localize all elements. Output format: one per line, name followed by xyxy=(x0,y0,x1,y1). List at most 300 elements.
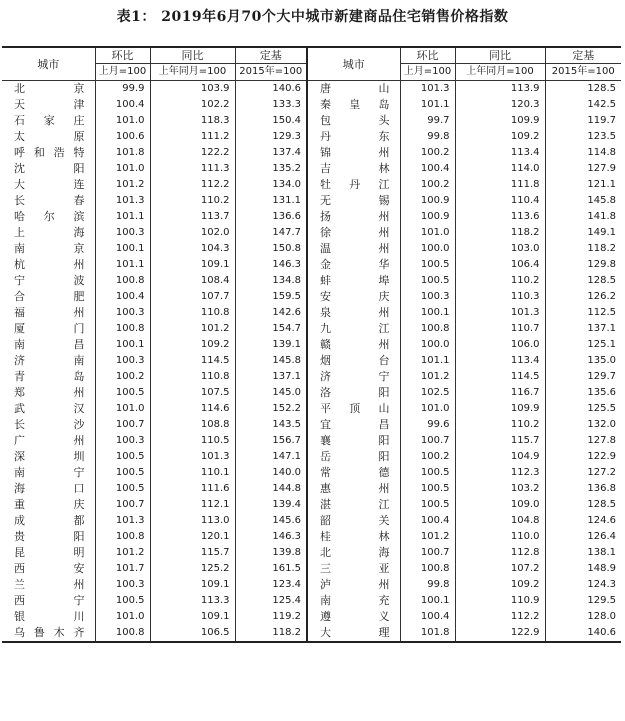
left-yoy-cell: 113.7 xyxy=(150,209,235,225)
right-mom-cell: 101.0 xyxy=(400,401,455,417)
right-base-cell: 148.9 xyxy=(545,561,621,577)
right-base-cell: 141.8 xyxy=(545,209,621,225)
right-base-cell: 129.8 xyxy=(545,257,621,273)
right-mom-cell: 100.8 xyxy=(400,561,455,577)
table-row xyxy=(2,81,621,98)
left-base-cell: 142.6 xyxy=(235,305,307,321)
right-yoy-cell: 106.4 xyxy=(455,257,545,273)
left-base-cell: 137.1 xyxy=(235,369,307,385)
right-mom-cell: 100.5 xyxy=(400,481,455,497)
yoy-header: 同比 xyxy=(150,47,235,64)
base-header-right: 定基 xyxy=(545,47,621,64)
left-yoy-cell: 110.2 xyxy=(150,193,235,209)
table-row xyxy=(2,529,621,545)
table-row xyxy=(2,433,621,449)
right-base-cell: 132.0 xyxy=(545,417,621,433)
left-city-cell: 杭州 xyxy=(14,258,85,271)
left-yoy-cell: 114.6 xyxy=(150,401,235,417)
right-city-cell: 温州 xyxy=(307,241,400,257)
left-base-cell: 137.4 xyxy=(235,145,307,161)
left-yoy-cell: 109.1 xyxy=(150,257,235,273)
table-row xyxy=(2,369,621,385)
right-mom-cell: 101.2 xyxy=(400,529,455,545)
right-base-cell: 127.9 xyxy=(545,161,621,177)
left-mom-cell: 100.8 xyxy=(95,321,150,337)
left-mom-cell: 100.5 xyxy=(95,465,150,481)
left-base-cell: 119.2 xyxy=(235,609,307,625)
left-base-cell: 123.4 xyxy=(235,577,307,593)
right-base-cell: 118.2 xyxy=(545,241,621,257)
left-yoy-cell: 101.3 xyxy=(150,449,235,465)
left-city-cell: 北京 xyxy=(14,82,85,95)
right-city-cell: 泸州 xyxy=(307,577,400,593)
right-mom-cell: 100.0 xyxy=(400,241,455,257)
right-yoy-cell: 115.7 xyxy=(455,433,545,449)
left-base-cell: 133.3 xyxy=(235,97,307,113)
table-row xyxy=(2,257,621,273)
left-yoy-cell: 110.8 xyxy=(150,369,235,385)
right-yoy-cell: 109.9 xyxy=(455,113,545,129)
right-yoy-cell: 114.5 xyxy=(455,369,545,385)
left-city-cell: 广州 xyxy=(14,434,85,447)
left-base-cell: 118.2 xyxy=(235,625,307,642)
left-base-cell: 161.5 xyxy=(235,561,307,577)
right-base-cell: 125.1 xyxy=(545,337,621,353)
left-yoy-cell: 106.5 xyxy=(150,625,235,642)
left-yoy-cell: 114.5 xyxy=(150,353,235,369)
left-mom-cell: 100.7 xyxy=(95,497,150,513)
right-yoy-cell: 110.9 xyxy=(455,593,545,609)
right-yoy-cell: 109.0 xyxy=(455,497,545,513)
right-yoy-cell: 106.0 xyxy=(455,337,545,353)
right-city-cell: 无锡 xyxy=(307,193,400,209)
right-city-cell: 大理 xyxy=(307,625,400,642)
left-city-cell: 济南 xyxy=(14,354,85,367)
right-mom-cell: 100.4 xyxy=(400,513,455,529)
right-base-cell: 135.6 xyxy=(545,385,621,401)
right-base-cell: 149.1 xyxy=(545,225,621,241)
left-yoy-cell: 120.1 xyxy=(150,529,235,545)
right-mom-cell: 100.8 xyxy=(400,321,455,337)
left-mom-cell: 101.3 xyxy=(95,513,150,529)
right-base-cell: 142.5 xyxy=(545,97,621,113)
left-base-cell: 146.3 xyxy=(235,257,307,273)
left-mom-cell: 100.5 xyxy=(95,385,150,401)
right-yoy-cell: 109.2 xyxy=(455,129,545,145)
table-row xyxy=(2,481,621,497)
right-yoy-cell: 110.2 xyxy=(455,417,545,433)
right-yoy-cell: 110.0 xyxy=(455,529,545,545)
table-row xyxy=(2,305,621,321)
right-yoy-cell: 109.2 xyxy=(455,577,545,593)
right-city-cell: 常德 xyxy=(307,465,400,481)
left-yoy-cell: 112.1 xyxy=(150,497,235,513)
left-mom-cell: 100.5 xyxy=(95,449,150,465)
left-mom-cell: 101.7 xyxy=(95,561,150,577)
right-yoy-cell: 103.0 xyxy=(455,241,545,257)
right-yoy-cell: 116.7 xyxy=(455,385,545,401)
left-base-cell: 143.5 xyxy=(235,417,307,433)
left-city-cell: 武汉 xyxy=(14,402,85,415)
right-mom-cell: 101.1 xyxy=(400,353,455,369)
left-mom-cell: 101.1 xyxy=(95,257,150,273)
right-city-cell: 北海 xyxy=(307,545,400,561)
right-mom-cell: 100.2 xyxy=(400,449,455,465)
table-row xyxy=(2,385,621,401)
left-base-cell: 147.7 xyxy=(235,225,307,241)
left-yoy-cell: 109.1 xyxy=(150,577,235,593)
right-base-cell: 137.1 xyxy=(545,321,621,337)
table-row xyxy=(2,593,621,609)
right-base-cell: 125.5 xyxy=(545,401,621,417)
left-city-cell: 大连 xyxy=(14,178,85,191)
right-city-cell: 蚌埠 xyxy=(307,273,400,289)
left-mom-cell: 100.6 xyxy=(95,129,150,145)
left-yoy-cell: 111.3 xyxy=(150,161,235,177)
left-yoy-cell: 110.5 xyxy=(150,433,235,449)
left-mom-cell: 100.3 xyxy=(95,225,150,241)
left-mom-cell: 101.1 xyxy=(95,209,150,225)
right-city-cell: 扬州 xyxy=(307,209,400,225)
left-mom-cell: 100.8 xyxy=(95,625,150,642)
right-city-cell: 惠州 xyxy=(307,481,400,497)
right-city-cell: 泉州 xyxy=(307,305,400,321)
right-city-cell: 九江 xyxy=(307,321,400,337)
left-yoy-cell: 101.2 xyxy=(150,321,235,337)
left-city-cell: 哈尔滨 xyxy=(14,210,85,223)
right-yoy-cell: 113.4 xyxy=(455,353,545,369)
right-yoy-cell: 122.9 xyxy=(455,625,545,642)
left-mom-cell: 100.7 xyxy=(95,417,150,433)
table-row xyxy=(2,497,621,513)
left-yoy-cell: 103.9 xyxy=(150,81,235,98)
table-row xyxy=(2,209,621,225)
right-base-cell: 128.0 xyxy=(545,609,621,625)
left-city-cell: 贵阳 xyxy=(14,530,85,543)
right-mom-cell: 101.8 xyxy=(400,625,455,642)
left-city-cell: 成都 xyxy=(14,514,85,527)
left-city-cell: 银川 xyxy=(14,610,85,623)
right-city-cell: 徐州 xyxy=(307,225,400,241)
right-city-cell: 岳阳 xyxy=(307,449,400,465)
table-row xyxy=(2,577,621,593)
right-city-cell: 湛江 xyxy=(307,497,400,513)
right-base-cell: 122.9 xyxy=(545,449,621,465)
mom-subheader-right: 上月=100 xyxy=(400,64,455,81)
left-yoy-cell: 109.2 xyxy=(150,337,235,353)
left-city-cell: 重庆 xyxy=(14,498,85,511)
table-row xyxy=(2,97,621,113)
right-city-cell: 韶关 xyxy=(307,513,400,529)
right-base-cell: 126.2 xyxy=(545,289,621,305)
right-base-cell: 135.0 xyxy=(545,353,621,369)
left-city-cell: 乌鲁木齐 xyxy=(2,625,95,642)
left-base-cell: 140.0 xyxy=(235,465,307,481)
yoy-subheader: 上年同月=100 xyxy=(150,64,235,81)
left-yoy-cell: 107.5 xyxy=(150,385,235,401)
right-mom-cell: 100.5 xyxy=(400,497,455,513)
base-subheader: 2015年=100 xyxy=(235,64,307,81)
right-base-cell: 129.7 xyxy=(545,369,621,385)
right-city-cell: 济宁 xyxy=(307,369,400,385)
right-yoy-cell: 104.8 xyxy=(455,513,545,529)
left-city-cell: 西安 xyxy=(14,562,85,575)
left-base-cell: 139.4 xyxy=(235,497,307,513)
left-yoy-cell: 118.3 xyxy=(150,113,235,129)
left-base-cell: 134.8 xyxy=(235,273,307,289)
right-mom-cell: 100.7 xyxy=(400,433,455,449)
left-base-cell: 147.1 xyxy=(235,449,307,465)
right-city-cell: 襄阳 xyxy=(307,433,400,449)
right-base-cell: 127.8 xyxy=(545,433,621,449)
left-city-cell: 呼和浩特 xyxy=(14,146,85,159)
right-yoy-cell: 112.8 xyxy=(455,545,545,561)
left-city-cell: 郑州 xyxy=(14,386,85,399)
mom-header: 环比 xyxy=(95,47,150,64)
left-yoy-cell: 113.3 xyxy=(150,593,235,609)
table-row xyxy=(2,321,621,337)
table-row xyxy=(2,193,621,209)
table-row xyxy=(2,145,621,161)
right-mom-cell: 101.1 xyxy=(400,97,455,113)
right-mom-cell: 100.4 xyxy=(400,161,455,177)
right-yoy-cell: 110.2 xyxy=(455,273,545,289)
left-yoy-cell: 112.2 xyxy=(150,177,235,193)
table-row xyxy=(2,225,621,241)
left-city-cell: 深圳 xyxy=(14,450,85,463)
left-city-cell: 南昌 xyxy=(14,338,85,351)
left-city-cell: 海口 xyxy=(14,482,85,495)
right-mom-cell: 100.4 xyxy=(400,609,455,625)
right-yoy-cell: 113.9 xyxy=(455,81,545,98)
left-mom-cell: 101.0 xyxy=(95,113,150,129)
table-row xyxy=(2,289,621,305)
city-header-right: 城市 xyxy=(307,47,400,81)
left-mom-cell: 101.0 xyxy=(95,401,150,417)
left-base-cell: 150.4 xyxy=(235,113,307,129)
table-row xyxy=(2,353,621,369)
right-city-cell: 丹东 xyxy=(307,129,400,145)
left-base-cell: 129.3 xyxy=(235,129,307,145)
left-mom-cell: 100.4 xyxy=(95,289,150,305)
left-city-cell: 长沙 xyxy=(14,418,85,431)
left-mom-cell: 101.0 xyxy=(95,161,150,177)
table-row xyxy=(2,561,621,577)
left-mom-cell: 100.5 xyxy=(95,481,150,497)
left-yoy-cell: 104.3 xyxy=(150,241,235,257)
right-mom-cell: 100.1 xyxy=(400,593,455,609)
right-city-cell: 包头 xyxy=(307,113,400,129)
left-city-cell: 长春 xyxy=(14,194,85,207)
left-city-cell: 石家庄 xyxy=(14,114,85,127)
left-base-cell: 125.4 xyxy=(235,593,307,609)
left-mom-cell: 101.0 xyxy=(95,609,150,625)
right-mom-cell: 100.3 xyxy=(400,289,455,305)
table-row xyxy=(2,465,621,481)
right-city-cell: 遵义 xyxy=(307,609,400,625)
left-mom-cell: 100.3 xyxy=(95,353,150,369)
right-base-cell: 128.5 xyxy=(545,497,621,513)
right-base-cell: 129.5 xyxy=(545,593,621,609)
right-yoy-cell: 109.9 xyxy=(455,401,545,417)
right-yoy-cell: 113.4 xyxy=(455,145,545,161)
right-city-cell: 三亚 xyxy=(307,561,400,577)
right-city-cell: 烟台 xyxy=(307,353,400,369)
price-index-table xyxy=(2,46,621,643)
left-base-cell: 136.6 xyxy=(235,209,307,225)
right-city-cell: 吉林 xyxy=(307,161,400,177)
right-mom-cell: 102.5 xyxy=(400,385,455,401)
right-mom-cell: 101.0 xyxy=(400,225,455,241)
table-row xyxy=(2,401,621,417)
left-city-cell: 宁波 xyxy=(14,274,85,287)
yoy-subheader-right: 上年同月=100 xyxy=(455,64,545,81)
left-base-cell: 139.1 xyxy=(235,337,307,353)
right-base-cell: 124.6 xyxy=(545,513,621,529)
left-base-cell: 146.3 xyxy=(235,529,307,545)
right-city-cell: 牡丹江 xyxy=(307,177,400,193)
left-mom-cell: 100.1 xyxy=(95,337,150,353)
base-header: 定基 xyxy=(235,47,307,64)
left-mom-cell: 100.1 xyxy=(95,241,150,257)
left-base-cell: 145.0 xyxy=(235,385,307,401)
right-base-cell: 114.8 xyxy=(545,145,621,161)
table-row xyxy=(2,625,621,642)
left-base-cell: 131.1 xyxy=(235,193,307,209)
left-mom-cell: 100.3 xyxy=(95,433,150,449)
table-row xyxy=(2,177,621,193)
left-mom-cell: 100.5 xyxy=(95,593,150,609)
left-city-cell: 厦门 xyxy=(14,322,85,335)
left-base-cell: 156.7 xyxy=(235,433,307,449)
right-yoy-cell: 113.6 xyxy=(455,209,545,225)
left-city-cell: 天津 xyxy=(14,98,85,111)
right-yoy-cell: 120.3 xyxy=(455,97,545,113)
right-city-cell: 唐山 xyxy=(307,81,400,98)
left-city-cell: 南京 xyxy=(14,242,85,255)
right-yoy-cell: 110.7 xyxy=(455,321,545,337)
left-city-cell: 沈阳 xyxy=(14,162,85,175)
yoy-header-right: 同比 xyxy=(455,47,545,64)
right-yoy-cell: 103.2 xyxy=(455,481,545,497)
left-yoy-cell: 110.1 xyxy=(150,465,235,481)
header-row-1 xyxy=(2,47,621,64)
right-city-cell: 洛阳 xyxy=(307,385,400,401)
left-mom-cell: 101.2 xyxy=(95,545,150,561)
left-base-cell: 135.2 xyxy=(235,161,307,177)
left-city-cell: 青岛 xyxy=(14,370,85,383)
table-row xyxy=(2,273,621,289)
right-city-cell: 平顶山 xyxy=(307,401,400,417)
right-base-cell: 126.4 xyxy=(545,529,621,545)
table-row xyxy=(2,161,621,177)
right-mom-cell: 100.5 xyxy=(400,257,455,273)
table-row xyxy=(2,545,621,561)
left-yoy-cell: 102.0 xyxy=(150,225,235,241)
right-base-cell: 127.2 xyxy=(545,465,621,481)
right-city-cell: 秦皇岛 xyxy=(307,97,400,113)
right-city-cell: 金华 xyxy=(307,257,400,273)
right-mom-cell: 100.7 xyxy=(400,545,455,561)
left-base-cell: 145.6 xyxy=(235,513,307,529)
table-row xyxy=(2,337,621,353)
right-yoy-cell: 101.3 xyxy=(455,305,545,321)
left-mom-cell: 100.8 xyxy=(95,273,150,289)
left-mom-cell: 101.8 xyxy=(95,145,150,161)
base-subheader-right: 2015年=100 xyxy=(545,64,621,81)
right-yoy-cell: 112.3 xyxy=(455,465,545,481)
left-mom-cell: 99.9 xyxy=(95,81,150,98)
city-header: 城市 xyxy=(2,47,95,81)
left-yoy-cell: 113.0 xyxy=(150,513,235,529)
table-row xyxy=(2,113,621,129)
left-yoy-cell: 111.2 xyxy=(150,129,235,145)
right-city-cell: 桂林 xyxy=(307,529,400,545)
right-base-cell: 128.5 xyxy=(545,273,621,289)
left-base-cell: 159.5 xyxy=(235,289,307,305)
left-yoy-cell: 111.6 xyxy=(150,481,235,497)
right-mom-cell: 99.6 xyxy=(400,417,455,433)
left-mom-cell: 100.3 xyxy=(95,577,150,593)
left-city-cell: 太原 xyxy=(14,130,85,143)
right-yoy-cell: 111.8 xyxy=(455,177,545,193)
left-yoy-cell: 109.1 xyxy=(150,609,235,625)
right-mom-cell: 99.7 xyxy=(400,113,455,129)
right-city-cell: 锦州 xyxy=(307,145,400,161)
left-yoy-cell: 122.2 xyxy=(150,145,235,161)
left-base-cell: 139.8 xyxy=(235,545,307,561)
left-yoy-cell: 108.4 xyxy=(150,273,235,289)
right-city-cell: 南充 xyxy=(307,593,400,609)
table-body xyxy=(2,81,621,643)
right-base-cell: 119.7 xyxy=(545,113,621,129)
right-base-cell: 124.3 xyxy=(545,577,621,593)
left-base-cell: 134.0 xyxy=(235,177,307,193)
mom-header-right: 环比 xyxy=(400,47,455,64)
right-base-cell: 121.1 xyxy=(545,177,621,193)
left-mom-cell: 100.3 xyxy=(95,305,150,321)
right-base-cell: 138.1 xyxy=(545,545,621,561)
left-yoy-cell: 115.7 xyxy=(150,545,235,561)
right-yoy-cell: 110.4 xyxy=(455,193,545,209)
right-base-cell: 145.8 xyxy=(545,193,621,209)
right-yoy-cell: 110.3 xyxy=(455,289,545,305)
left-city-cell: 合肥 xyxy=(14,290,85,303)
left-base-cell: 150.8 xyxy=(235,241,307,257)
left-city-cell: 兰州 xyxy=(14,578,85,591)
table-row xyxy=(2,609,621,625)
left-base-cell: 140.6 xyxy=(235,81,307,98)
right-mom-cell: 100.0 xyxy=(400,337,455,353)
right-mom-cell: 101.3 xyxy=(400,81,455,98)
right-mom-cell: 100.9 xyxy=(400,193,455,209)
left-mom-cell: 100.8 xyxy=(95,529,150,545)
mom-subheader: 上月=100 xyxy=(95,64,150,81)
right-mom-cell: 100.2 xyxy=(400,177,455,193)
right-yoy-cell: 107.2 xyxy=(455,561,545,577)
right-city-cell: 宜昌 xyxy=(307,417,400,433)
right-yoy-cell: 112.2 xyxy=(455,609,545,625)
table-row xyxy=(2,417,621,433)
left-base-cell: 152.2 xyxy=(235,401,307,417)
right-mom-cell: 100.5 xyxy=(400,273,455,289)
right-base-cell: 128.5 xyxy=(545,81,621,98)
table-row xyxy=(2,241,621,257)
right-city-cell: 安庆 xyxy=(307,289,400,305)
table-row xyxy=(2,129,621,145)
left-base-cell: 144.8 xyxy=(235,481,307,497)
left-mom-cell: 101.2 xyxy=(95,177,150,193)
